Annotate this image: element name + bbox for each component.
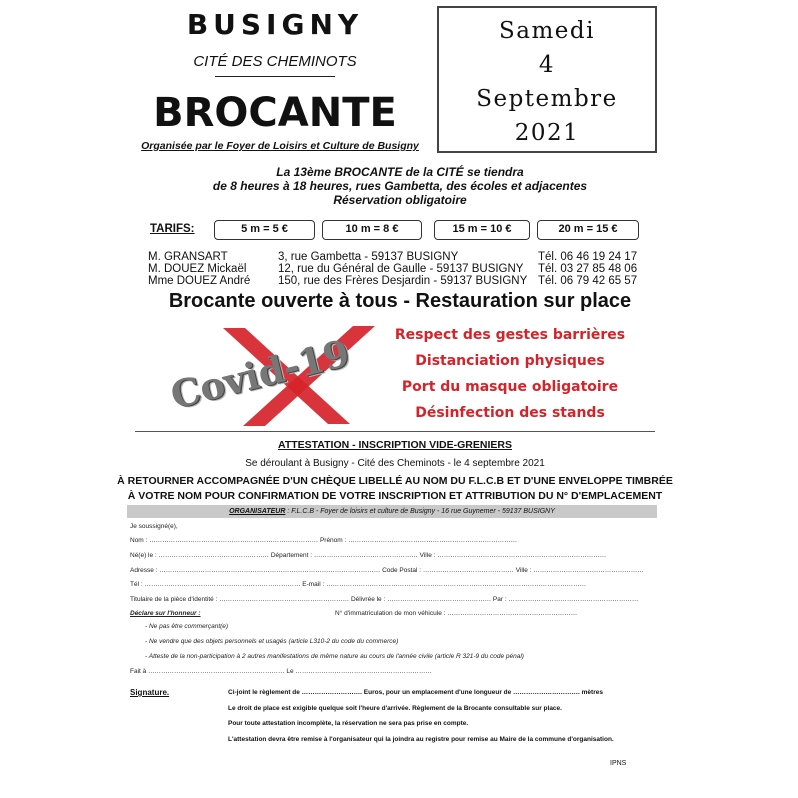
tarifs-label: TARIFS: [150, 223, 195, 235]
announcement-line-1: La 13ème BROCANTE de la CITÉ se tiendra [276, 165, 524, 179]
measure-item: Port du masque obligatoire [401, 379, 619, 395]
organizer-bar-label: ORGANISATEUR [229, 508, 286, 515]
town-title: BUSIGNY [186, 8, 364, 41]
measure-item: Respect des gestes barrières [394, 327, 626, 343]
contact-address: 12, rue du Général de Gaulle - 59137 BUSIGNY [278, 263, 524, 275]
date-month: Septembre [476, 86, 618, 112]
organizer-bar-text: : F.L.C.B - Foyer de loisirs et culture de Busigny - 16 rue Guynemer - 59137 BUSIGNY [287, 508, 555, 515]
attestation-instructions [115, 474, 675, 504]
contact-name: Mme DOUEZ André [148, 275, 251, 287]
contact-row [148, 251, 648, 263]
contacts-list [148, 251, 648, 287]
form-soussigne: Je soussigné(e), [130, 523, 178, 530]
form-id-field[interactable]: Titulaire de la pièce d'identité : …………………………………………………… Délivrée le : ………………………………………… Par : …………………………………………………… [130, 596, 639, 603]
form-declaration-item: - Ne vendre que des objets personnels et usagés (article L310-2 du code du commerce) [145, 638, 399, 645]
signature-incomplete-line: Pour toute attestation incomplète, la réservation ne sera pas prise en compte. [228, 720, 469, 727]
date-day-name: Samedi [499, 18, 595, 44]
contact-row [148, 263, 648, 275]
form-nom-field[interactable]: Nom : …………………………………………………………………… Prénom : …………………………………………………………………… [130, 537, 518, 544]
signature-label: Signature. [130, 688, 170, 697]
measure-item: Distanciation physiques [415, 353, 605, 369]
footer-ipns: IPNS [610, 760, 627, 767]
form-tel-field[interactable]: Tél : ……………………………………………………………… E-mail : ………………………………………………………………………………………………………… [130, 581, 587, 588]
contact-name: M. DOUEZ Mickaël [148, 263, 247, 275]
covid-graphic [145, 320, 375, 430]
town-subtitle: CITÉ DES CHEMINOTS [193, 53, 357, 70]
contact-address: 150, rue des Frères Desjardin - 59137 BUSIGNY [278, 275, 528, 287]
form-declaration-item: - Ne pas être commerçant(e) [145, 623, 229, 630]
contact-row [148, 275, 648, 287]
signature-payment-line: Ci-joint le règlement de ………………………. Euros, pour un emplacement d'une longueur de …………………………. mètres [228, 689, 603, 696]
announcement-line-2: de 8 heures à 18 heures, rues Gambetta, des écoles et adjacentes [212, 179, 588, 193]
form-declare: Déclare sur l'honneur : [130, 610, 201, 617]
contact-phone: Tél. 06 46 19 24 17 [538, 251, 638, 263]
contact-phone: Tél. 06 79 42 65 57 [538, 275, 638, 287]
open-banner: Brocante ouverte à tous - Restauration sur place [168, 290, 632, 312]
attestation-title: ATTESTATION - INSCRIPTION VIDE-GRENIERS [278, 439, 512, 451]
announcement-line-3: Réservation obligatoire [333, 193, 467, 207]
event-title: BROCANTE [153, 90, 397, 136]
form-immat-field[interactable]: N° d'immatriculation de mon véhicule : …………………………………………………… [335, 610, 578, 617]
section-divider [135, 431, 655, 432]
signature-remise-line: L'attestation devra être remise à l'organisateur qui la joindra au registre pour remise au Maire de la commune d'organisation. [228, 736, 614, 743]
form-fait-field[interactable]: Fait à ……………………………………………………… Le ……………………………………………………… [130, 668, 432, 675]
tarif-box-5m: 5 m = 5 € [214, 220, 315, 240]
signature-rule-line: Le droit de place est exigible quelque soit l'heure d'arrivée. Règlement de la Brocante consultable sur place. [228, 705, 562, 712]
announcement [130, 165, 670, 207]
instructions-line-1: À RETOURNER ACCOMPAGNÉE D'UN CHÈQUE LIBELLÉ AU NOM DU F.L.C.B ET D'UNE ENVELOPPE TIMBRÉE [117, 475, 673, 487]
form-address-field[interactable]: Adresse : ………………………………………………………………………………………… Code Postal : …………………………………… Ville : …………………………………………… [130, 567, 644, 574]
contact-address: 3, rue Gambetta - 59137 BUSIGNY [278, 251, 459, 263]
attestation-subtitle: Se déroulant à Busigny - Cité des Cheminots - le 4 septembre 2021 [245, 458, 545, 469]
tarif-box-20m: 20 m = 15 € [537, 220, 639, 240]
covid-label: Covid-19 [166, 330, 354, 418]
date-day: 4 [538, 52, 556, 78]
date-box [437, 6, 657, 153]
instructions-line-2: À VOTRE NOM POUR CONFIRMATION DE VOTRE INSCRIPTION ET ATTRIBUTION DU N° D'EMPLACEMENT [127, 490, 663, 502]
date-year: 2021 [514, 120, 580, 146]
subtitle-underline [215, 76, 335, 77]
tarif-box-10m: 10 m = 8 € [322, 220, 422, 240]
form-declaration-item: - Atteste de la non-participation à 2 autres manifestations de même nature au cours de l'année civile (article R 321-9 du code pénal) [145, 653, 524, 660]
contact-name: M. GRANSART [148, 251, 228, 263]
organizer-line: Organisée par le Foyer de Loisirs et Culture de Busigny [141, 140, 419, 152]
tarif-box-15m: 15 m = 10 € [434, 220, 530, 240]
form-birth-field[interactable]: Né(e) le : …………………………………………… Département : ………………………………………… Ville : …………………………………………………………………… [130, 552, 607, 559]
contact-phone: Tél. 03 27 85 48 06 [538, 263, 638, 275]
organizer-bar [127, 505, 657, 518]
measure-item: Désinfection des stands [415, 405, 605, 421]
